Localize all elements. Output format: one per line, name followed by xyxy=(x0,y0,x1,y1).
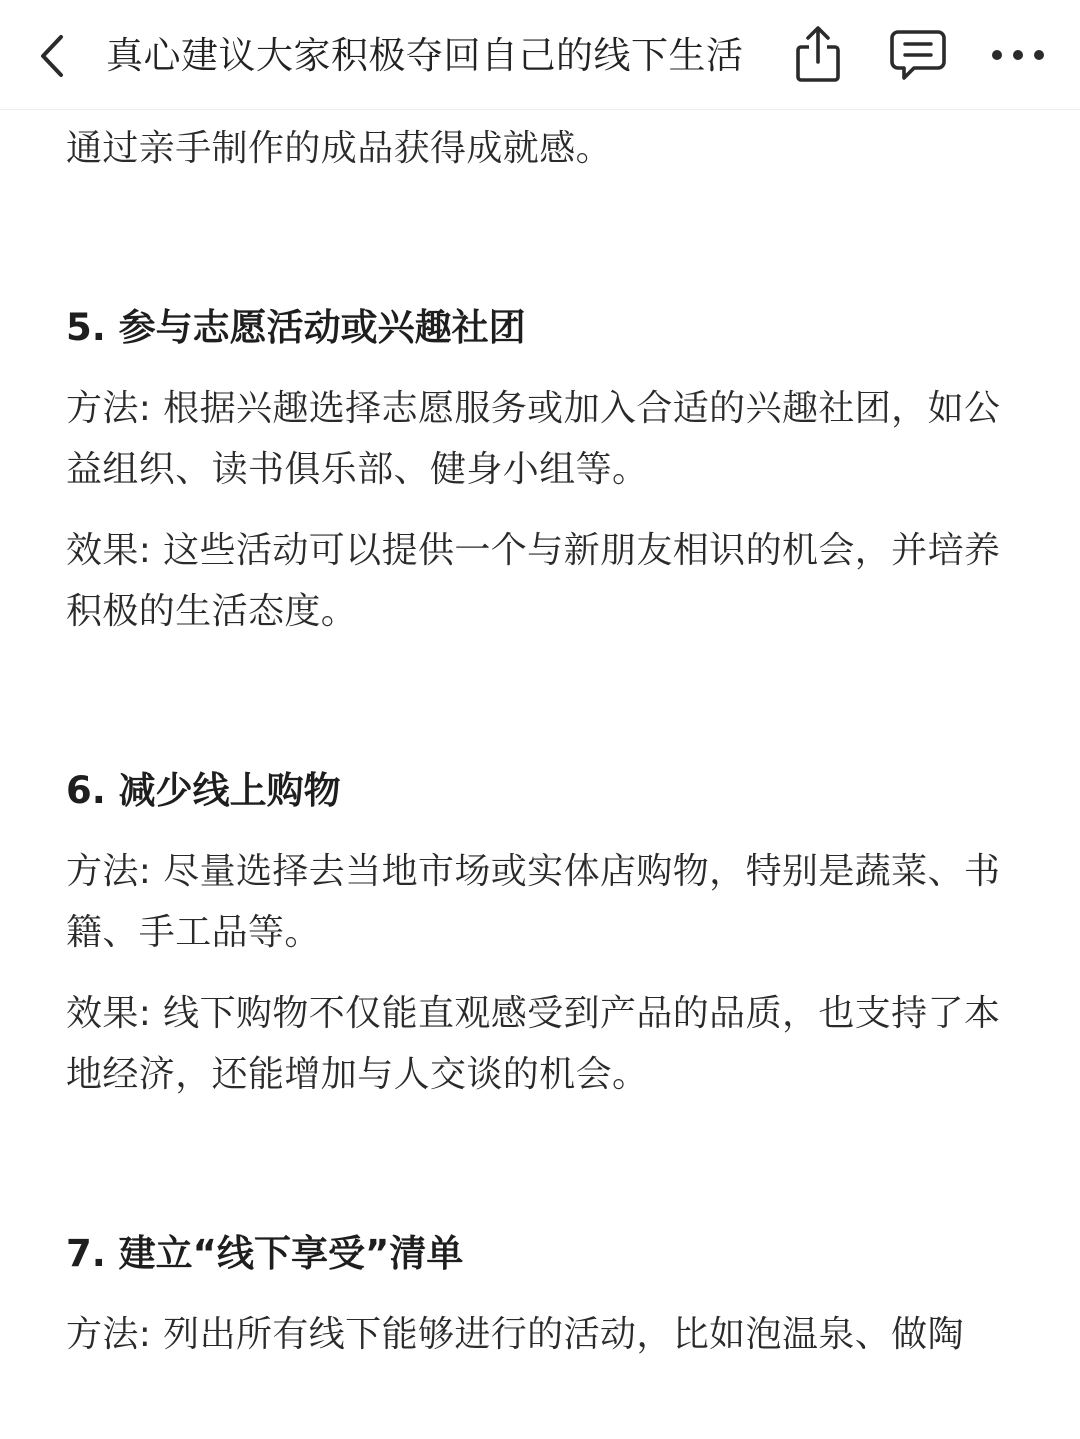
comment-button[interactable] xyxy=(882,22,954,88)
heading-spacer xyxy=(66,821,1026,841)
comment-icon xyxy=(888,26,948,84)
section-spacer xyxy=(66,642,1026,760)
more-button[interactable] xyxy=(982,22,1054,88)
paragraph-spacer xyxy=(66,963,1026,983)
article-body xyxy=(66,110,1026,1365)
section-spacer xyxy=(66,179,1026,297)
section-heading: 5. 参与志愿活动或兴趣社团 xyxy=(66,306,526,349)
intro-paragraph-tail: 通过亲手制作的成品获得成就感。 xyxy=(66,128,613,169)
share-button[interactable] xyxy=(782,22,854,88)
back-button[interactable] xyxy=(24,26,80,86)
section-7 xyxy=(66,1223,1026,1365)
page-title: 真心建议大家积极夺回自己的线下生活 xyxy=(106,34,744,77)
effect-paragraph: 效果: 线下购物不仅能直观感受到产品的品质，也支持了本地经济，还能增加与人交谈的机会。 xyxy=(66,993,1001,1095)
chevron-left-icon xyxy=(37,33,67,79)
share-icon xyxy=(792,25,844,85)
method-paragraph: 方法: 列出所有线下能够进行的活动，比如泡温泉、做陶 xyxy=(66,1314,964,1355)
section-spacer xyxy=(66,1105,1026,1223)
effect-paragraph: 效果: 这些活动可以提供一个与新朋友相识的机会，并培养积极的生活态度。 xyxy=(66,530,1001,632)
more-icon xyxy=(987,47,1049,63)
top-navigation-bar xyxy=(0,0,1080,110)
section-heading: 7. 建立“线下享受”清单 xyxy=(66,1232,464,1275)
section-6 xyxy=(66,760,1026,1105)
section-5 xyxy=(66,297,1026,642)
heading-spacer xyxy=(66,1284,1026,1304)
method-paragraph: 方法: 根据兴趣选择志愿服务或加入合适的兴趣社团，如公益组织、读书俱乐部、健身小组等。 xyxy=(66,388,1001,490)
method-paragraph: 方法: 尽量选择去当地市场或实体店购物，特别是蔬菜、书籍、手工品等。 xyxy=(66,851,1001,953)
heading-spacer xyxy=(66,358,1026,378)
section-heading: 6. 减少线上购物 xyxy=(66,769,341,812)
paragraph-spacer xyxy=(66,500,1026,520)
